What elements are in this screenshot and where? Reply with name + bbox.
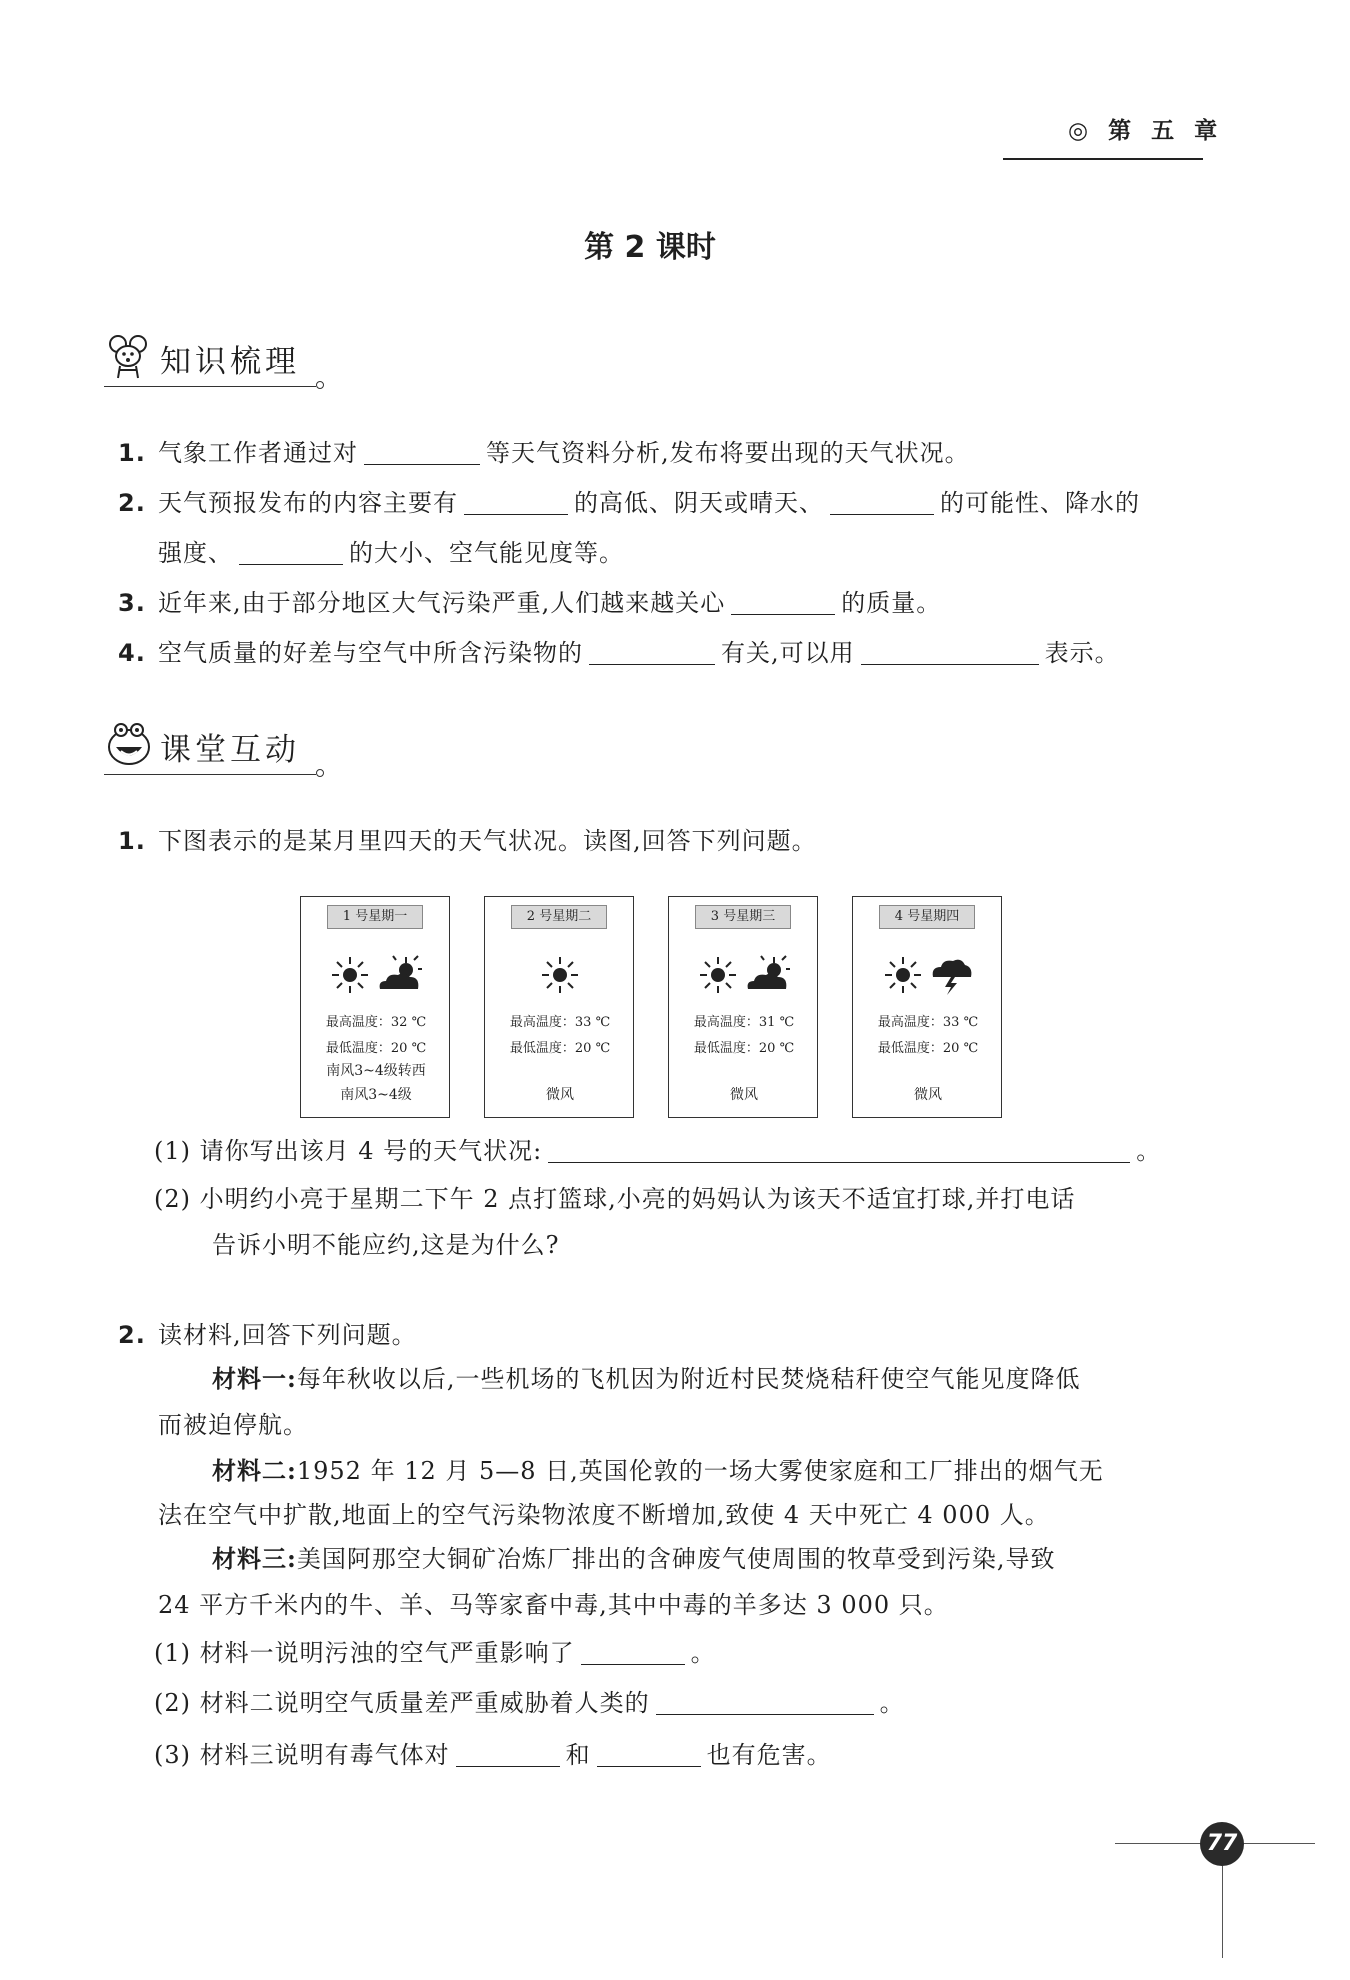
high-temp: 最高温度：33 ℃ [509,1015,611,1030]
question-2-sub-1 [154,1636,716,1670]
answer-blank[interactable] [456,1740,560,1767]
item-number: 2. [118,489,146,517]
page-number-rule-vertical [1222,1858,1223,1958]
material-3-line-1 [212,1542,1056,1576]
question-2-stem [118,1318,417,1352]
high-temp: 最高温度：33 ℃ [877,1015,979,1030]
high-temp: 最高温度：31 ℃ [693,1015,795,1030]
low-temp: 最低温度：20 ℃ [693,1041,795,1056]
item-text: 的高低、阴天或晴天、 [574,489,824,517]
material-label: 材料二: [212,1456,297,1485]
weather-card-day-2 [484,896,634,1118]
question-2-sub-2 [154,1686,905,1720]
knowledge-item-3 [118,586,941,620]
item-text: 的质量。 [841,589,942,617]
sub-question-text: 和 [565,1741,591,1769]
answer-blank[interactable] [656,1688,874,1715]
card-date: 4 号星期四 [879,905,975,929]
card-date: 2 号星期二 [511,905,607,929]
low-temp: 最低温度：20 ℃ [509,1041,611,1056]
answer-blank[interactable] [581,1638,685,1665]
wind-line-1: 南风3~4级转西 [326,1063,426,1079]
knowledge-item-1 [118,436,970,470]
material-1-line-2 [158,1408,308,1442]
card-date: 1 号星期一 [327,905,423,929]
item-text: 等天气资料分析,发布将要出现的天气状况。 [486,439,970,467]
weather-card-day-1 [300,896,450,1118]
material-label: 材料三: [212,1544,297,1573]
wind-line: 微风 [546,1087,574,1103]
sub-question-text: 。 [1136,1137,1162,1165]
material-3-line-2 [158,1588,949,1622]
question-1-sub-2-cont [212,1228,560,1262]
page-number: 77 [1200,1822,1244,1866]
sub-question-text: 也有危害。 [706,1741,832,1769]
answer-blank[interactable] [597,1740,701,1767]
question-number: 1. [118,827,146,855]
item-text: 天气预报发布的内容主要有 [158,489,458,517]
material-text: 而被迫停航。 [158,1411,308,1439]
answer-blank[interactable] [364,438,480,465]
item-text: 强度、 [158,539,233,567]
section-underline-dot [316,381,324,389]
weather-icons [301,955,451,997]
knowledge-item-2-cont [158,536,624,570]
wind-line: 微风 [730,1087,758,1103]
cloudy-sun-icon [744,955,790,995]
knowledge-item-2 [118,486,1140,520]
answer-blank[interactable] [731,588,835,615]
smiley-mascot-icon [104,720,154,770]
material-text: 美国阿那空大铜矿冶炼厂排出的含砷废气使周围的牧草受到污染,导致 [296,1545,1056,1573]
weather-card-day-4 [852,896,1002,1118]
material-text: 法在空气中扩散,地面上的空气污染物浓度不断增加,致使 4 天中死亡 4 000 人。 [158,1501,1050,1529]
answer-blank[interactable] [464,488,568,515]
item-number: 4. [118,639,146,667]
item-text: 近年来,由于部分地区大气污染严重,人们越来越关心 [158,589,726,617]
question-1-sub-1 [154,1134,1161,1168]
low-temp: 最低温度：20 ℃ [877,1041,979,1056]
sub-question-text: 告诉小明不能应约,这是为什么? [212,1231,560,1259]
item-text: 有关,可以用 [721,639,855,667]
sub-question-text: 。 [879,1689,905,1717]
answer-blank[interactable] [830,488,934,515]
sub-question-text: (1) 请你写出该月 4 号的天气状况: [154,1137,543,1165]
cloudy-sun-icon [376,955,422,995]
item-text: 气象工作者通过对 [158,439,358,467]
item-text: 表示。 [1044,639,1120,667]
material-2-line-2 [158,1498,1050,1532]
section-underline [104,386,316,387]
item-text: 空气质量的好差与空气中所含污染物的 [158,639,583,667]
high-temp: 最高温度：32 ℃ [325,1015,427,1030]
lesson-title: 第 2 课时 [584,230,716,265]
question-number: 2. [118,1321,146,1349]
knowledge-item-4 [118,636,1120,670]
sub-question-text: (1) 材料一说明污浊的空气严重影响了 [154,1639,575,1667]
sun-icon [883,955,923,995]
chapter-label: ◎ 第 五 章 [1068,117,1224,144]
material-text: 每年秋收以后,一些机场的飞机因为附近村民焚烧秸秆使空气能见度降低 [296,1365,1081,1393]
item-number: 1. [118,439,146,467]
card-date: 3 号星期三 [695,905,791,929]
item-text: 的可能性、降水的 [940,489,1140,517]
answer-blank[interactable] [239,538,343,565]
question-text: 读材料,回答下列问题。 [158,1321,417,1349]
sub-question-text: (3) 材料三说明有毒气体对 [154,1741,450,1769]
material-label: 材料一: [212,1364,297,1393]
thunderstorm-icon [929,955,973,995]
answer-blank[interactable] [548,1136,1130,1163]
material-text: 1952 年 12 月 5—8 日,英国伦敦的一场大雾使家庭和工厂排出的烟气无 [296,1457,1104,1485]
weather-icons [669,955,819,997]
weather-icons [853,955,1003,997]
material-1-line-1 [212,1362,1081,1396]
chapter-underline [1003,158,1203,160]
mouse-mascot-icon [104,332,154,382]
answer-blank[interactable] [861,638,1039,665]
question-text: 下图表示的是某月里四天的天气状况。读图,回答下列问题。 [158,827,817,855]
sun-icon [540,955,580,995]
sub-question-text: (2) 小明约小亮于星期二下午 2 点打篮球,小亮的妈妈认为该天不适宜打球,并打电话 [154,1185,1076,1213]
item-number: 3. [118,589,146,617]
item-text: 的大小、空气能见度等。 [349,539,624,567]
section-underline-dot [316,769,324,777]
sub-question-text: 。 [690,1639,716,1667]
material-text: 24 平方千米内的牛、羊、马等家畜中毒,其中中毒的羊多达 3 000 只。 [158,1591,949,1619]
sun-icon [698,955,738,995]
section-title: 知识梳理 [160,344,300,380]
wind-line: 微风 [914,1087,942,1103]
question-1-sub-2 [154,1182,1075,1216]
weather-card-day-3 [668,896,818,1118]
answer-blank[interactable] [589,638,715,665]
section-underline [104,774,316,775]
weather-icons [485,955,635,997]
material-2-line-1 [212,1454,1104,1488]
low-temp: 最低温度：20 ℃ [325,1041,427,1056]
wind-line-2: 南风3~4级 [340,1087,412,1103]
sun-icon [330,955,370,995]
section-title: 课堂互动 [160,732,300,768]
sub-question-text: (2) 材料二说明空气质量差严重威胁着人类的 [154,1689,650,1717]
question-1-stem [118,824,817,858]
question-2-sub-3 [154,1738,832,1772]
